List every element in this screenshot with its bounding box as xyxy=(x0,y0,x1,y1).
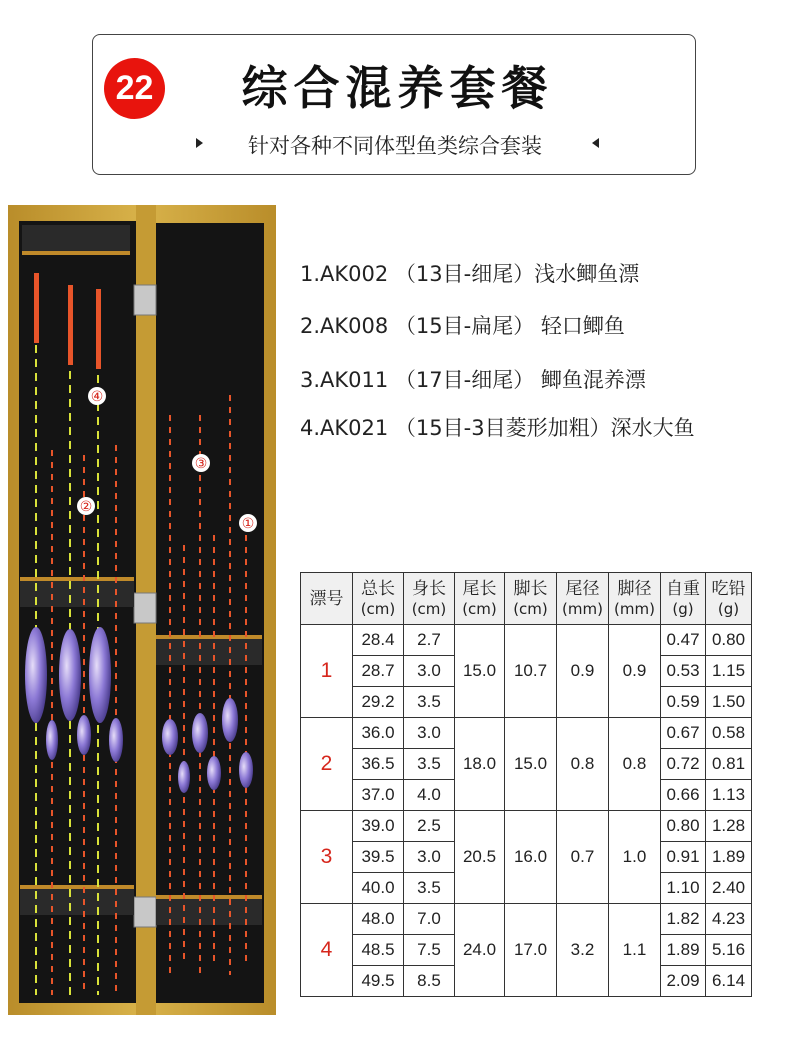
table-cell: 3.5 xyxy=(404,873,455,904)
table-cell: 1.89 xyxy=(661,935,706,966)
table-cell: 29.2 xyxy=(353,687,404,718)
product-item: 4.AK021 （15目-3目菱形加粗）深水大鱼 xyxy=(300,416,695,440)
table-cell: 0.66 xyxy=(661,780,706,811)
table-cell: 5.16 xyxy=(706,935,752,966)
table-cell: 2.5 xyxy=(404,811,455,842)
header-cell: 尾径 (mm) xyxy=(557,573,609,625)
table-cell: 1 xyxy=(301,625,353,718)
table-cell: 15.0 xyxy=(505,718,557,811)
table-cell: 7.0 xyxy=(404,904,455,935)
header-cell: 总长 (cm) xyxy=(353,573,404,625)
table-cell: 0.72 xyxy=(661,749,706,780)
table-cell: 10.7 xyxy=(505,625,557,718)
table-cell: 39.5 xyxy=(353,842,404,873)
header-cell: 身长 (cm) xyxy=(404,573,455,625)
table-cell: 0.80 xyxy=(661,811,706,842)
table-cell: 1.13 xyxy=(706,780,752,811)
table-cell: 3.0 xyxy=(404,656,455,687)
table-cell: 36.0 xyxy=(353,718,404,749)
table-cell: 1.15 xyxy=(706,656,752,687)
table-cell: 4.0 xyxy=(404,780,455,811)
table-cell: 17.0 xyxy=(505,904,557,997)
table-cell: 0.8 xyxy=(557,718,609,811)
table-header-row xyxy=(301,573,752,625)
marker-3: ③ xyxy=(194,456,208,472)
table-cell: 24.0 xyxy=(455,904,505,997)
table-cell: 3.0 xyxy=(404,842,455,873)
header-cell: 脚径 (mm) xyxy=(609,573,661,625)
table-cell: 49.5 xyxy=(353,966,404,997)
table-cell: 0.81 xyxy=(706,749,752,780)
table-cell: 1.89 xyxy=(706,842,752,873)
table-cell: 0.80 xyxy=(706,625,752,656)
table-cell: 1.50 xyxy=(706,687,752,718)
marker-1: ① xyxy=(241,516,255,532)
top-foam-holder xyxy=(22,225,130,251)
table-row xyxy=(301,904,752,935)
table-cell: 1.0 xyxy=(609,811,661,904)
product-item: 3.AK011 （17目-细尾） 鲫鱼混养漂 xyxy=(300,368,646,392)
table-cell: 1.10 xyxy=(661,873,706,904)
table-cell: 3.0 xyxy=(404,718,455,749)
table-cell: 4 xyxy=(301,904,353,997)
table-cell: 15.0 xyxy=(455,625,505,718)
header-cell: 脚长 (cm) xyxy=(505,573,557,625)
table-cell: 0.91 xyxy=(661,842,706,873)
table-cell: 2.09 xyxy=(661,966,706,997)
table-cell: 7.5 xyxy=(404,935,455,966)
table-cell: 3 xyxy=(301,811,353,904)
header-cell: 自重 (g) xyxy=(661,573,706,625)
table-cell: 0.59 xyxy=(661,687,706,718)
table-cell: 3.5 xyxy=(404,749,455,780)
number-badge: 22 xyxy=(104,58,165,119)
table-cell: 0.8 xyxy=(609,718,661,811)
table-cell: 2.7 xyxy=(404,625,455,656)
table-cell: 48.5 xyxy=(353,935,404,966)
float-box-photo xyxy=(8,205,276,1015)
table-cell: 3.5 xyxy=(404,687,455,718)
table-cell: 0.7 xyxy=(557,811,609,904)
right-felt-panel xyxy=(156,223,264,1003)
table-cell: 0.9 xyxy=(557,625,609,718)
product-item: 2.AK008 （15目-扁尾） 轻口鲫鱼 xyxy=(300,314,625,338)
spec-table xyxy=(300,572,752,997)
marker-4: ④ xyxy=(90,389,104,405)
table-cell: 48.0 xyxy=(353,904,404,935)
table-row xyxy=(301,718,752,749)
table-cell: 4.23 xyxy=(706,904,752,935)
table-cell: 2 xyxy=(301,718,353,811)
table-cell: 1.1 xyxy=(609,904,661,997)
table-cell: 3.2 xyxy=(557,904,609,997)
table-cell: 0.53 xyxy=(661,656,706,687)
header-cell: 尾长 (cm) xyxy=(455,573,505,625)
table-cell: 8.5 xyxy=(404,966,455,997)
table-cell: 1.28 xyxy=(706,811,752,842)
table-cell: 0.67 xyxy=(661,718,706,749)
hinge-icon xyxy=(134,897,156,927)
table-cell: 0.9 xyxy=(609,625,661,718)
table-cell: 36.5 xyxy=(353,749,404,780)
table-cell: 6.14 xyxy=(706,966,752,997)
triangle-left-icon xyxy=(592,138,599,148)
table-cell: 0.47 xyxy=(661,625,706,656)
hinge-icon xyxy=(134,285,156,315)
page-subtitle: 针对各种不同体型鱼类综合套装 xyxy=(248,134,542,158)
table-cell: 0.58 xyxy=(706,718,752,749)
product-item: 1.AK002 （13目-细尾）浅水鲫鱼漂 xyxy=(300,262,640,286)
header-cell: 吃铅 (g) xyxy=(706,573,752,625)
table-cell: 20.5 xyxy=(455,811,505,904)
table-cell: 40.0 xyxy=(353,873,404,904)
table-row xyxy=(301,811,752,842)
table-cell: 37.0 xyxy=(353,780,404,811)
page-title: 综合混养套餐 xyxy=(241,61,554,115)
table-cell: 28.7 xyxy=(353,656,404,687)
header-cell: 漂号 xyxy=(301,573,353,625)
table-cell: 1.82 xyxy=(661,904,706,935)
table-row xyxy=(301,625,752,656)
marker-2: ② xyxy=(79,499,93,515)
table-cell: 28.4 xyxy=(353,625,404,656)
table-cell: 2.40 xyxy=(706,873,752,904)
table-cell: 18.0 xyxy=(455,718,505,811)
hinge-icon xyxy=(134,593,156,623)
table-cell: 39.0 xyxy=(353,811,404,842)
table-cell: 16.0 xyxy=(505,811,557,904)
